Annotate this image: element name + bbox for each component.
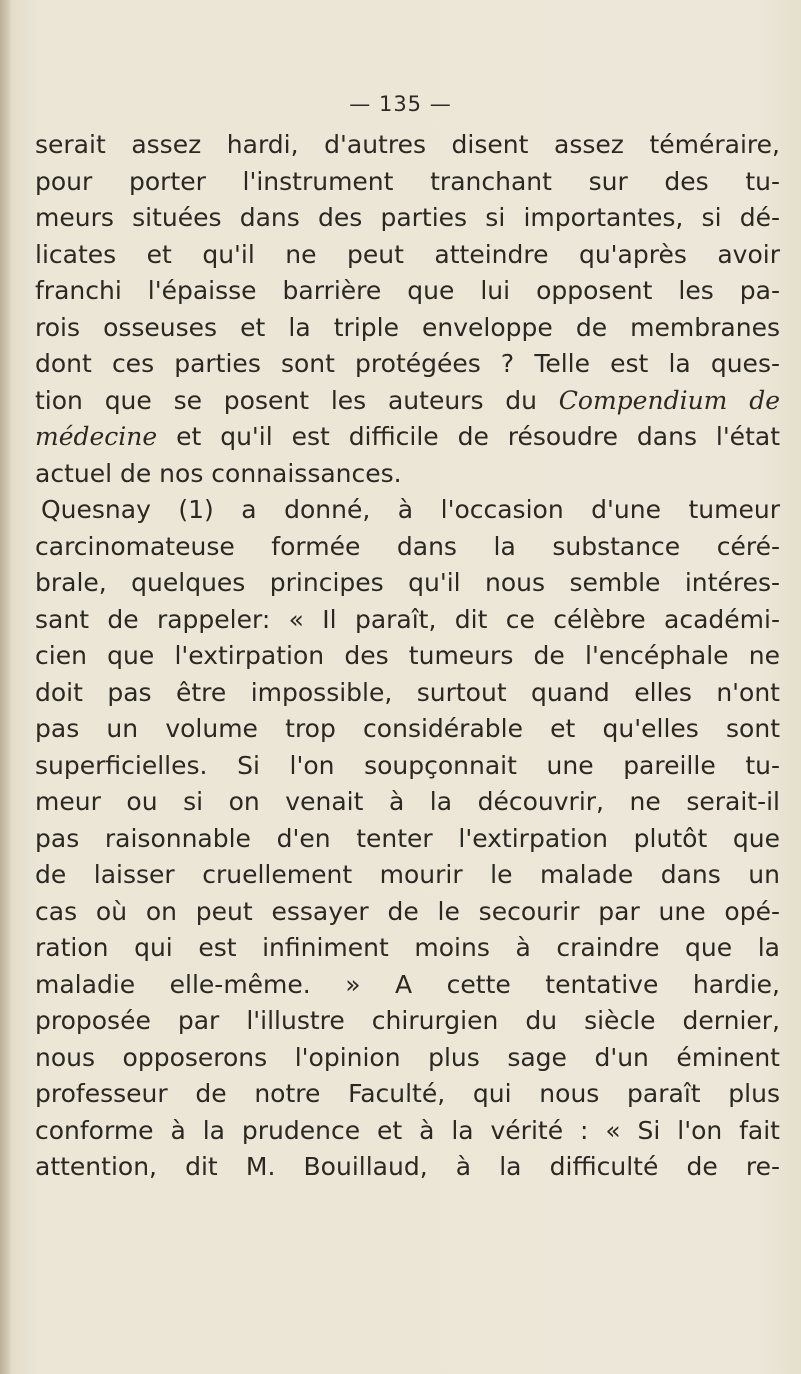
- text-line: [35, 456, 780, 493]
- text-segment: superficielles. Si l'on soupçonnait une pareille tu-: [35, 750, 780, 780]
- text-line: [35, 602, 780, 639]
- text-line: [35, 1076, 780, 1113]
- text-segment: professeur de notre Faculté, qui nous paraît plus: [35, 1079, 780, 1108]
- body-text: [35, 127, 780, 1186]
- text-segment: licates et qu'il ne peut atteindre qu'après avoir: [35, 239, 780, 269]
- text-segment: doit pas être impossible, surtout quand elles n'ont: [35, 677, 780, 707]
- text-segment: carcinomateuse formée dans la substance céré-: [35, 531, 780, 561]
- text-segment: actuel de nos connaissances.: [35, 458, 402, 488]
- text-line: [35, 1003, 780, 1040]
- text-line: [35, 967, 780, 1004]
- text-line: [35, 784, 780, 821]
- italic-title-segment: médecine: [35, 422, 158, 451]
- text-segment: conforme à la prudence et à la vérité : « Si l'on fait: [35, 1115, 780, 1145]
- text-segment: maladie elle-même. » A cette tentative hardie,: [35, 969, 780, 999]
- text-segment: rois osseuses et la triple enveloppe de membranes: [35, 312, 780, 342]
- text-line: [35, 675, 780, 712]
- text-line: [35, 565, 780, 602]
- text-line: [35, 857, 780, 894]
- text-line: [35, 711, 780, 748]
- text-line: [35, 930, 780, 967]
- text-line: [35, 1149, 780, 1186]
- text-segment: meur ou si on venait à la découvrir, ne serait-il: [35, 787, 780, 816]
- text-line: [35, 383, 780, 420]
- text-line: [35, 894, 780, 931]
- text-segment: tion que se posent les auteurs du: [35, 385, 559, 415]
- text-line: [35, 237, 780, 274]
- page-number-header: — 135 —: [349, 92, 452, 116]
- text-segment: cas où on peut essayer de le secourir par une opé-: [35, 896, 780, 926]
- text-segment: Quesnay (1) a donné, à l'occasion d'une tumeur: [41, 495, 780, 524]
- text-line: [35, 273, 780, 310]
- text-line: [35, 529, 780, 566]
- text-segment: pas raisonnable d'en tenter l'extirpation plutôt que: [35, 823, 780, 853]
- text-segment: serait assez hardi, d'autres disent assez téméraire,: [35, 130, 780, 159]
- text-line: [35, 1113, 780, 1150]
- text-line: [35, 310, 780, 347]
- text-segment: dont ces parties sont protégées ? Telle est la ques-: [35, 349, 780, 378]
- text-segment: attention, dit M. Bouillaud, à la difficulté de re-: [35, 1152, 780, 1181]
- text-segment: proposée par l'illustre chirurgien du siècle dernier,: [35, 1006, 780, 1035]
- text-line: [35, 748, 780, 785]
- text-segment: pour porter l'instrument tranchant sur des tu-: [35, 166, 780, 196]
- text-line: [35, 419, 780, 456]
- text-line: [35, 164, 780, 201]
- text-line: [35, 346, 780, 383]
- text-line: [35, 1040, 780, 1077]
- text-line: [35, 200, 780, 237]
- text-line: [35, 638, 780, 675]
- text-segment: nous opposerons l'opinion plus sage d'un éminent: [35, 1042, 780, 1072]
- text-segment: meurs situées dans des parties si importantes, si dé-: [35, 203, 780, 232]
- text-segment: franchi l'épaisse barrière que lui opposent les pa-: [35, 276, 780, 305]
- text-segment: cien que l'extirpation des tumeurs de l'encéphale ne: [35, 641, 780, 670]
- text-line: [35, 492, 780, 529]
- text-segment: brale, quelques principes qu'il nous semble intéres-: [35, 568, 780, 597]
- text-segment: de laisser cruellement mourir le malade dans un: [35, 860, 780, 889]
- text-segment: et qu'il est difficile de résoudre dans l'état: [157, 422, 780, 451]
- text-segment: sant de rappeler: « Il paraît, dit ce célèbre académi-: [35, 604, 780, 634]
- text-line: [35, 127, 780, 164]
- text-segment: pas un volume trop considérable et qu'elles sont: [35, 714, 780, 743]
- page-spine-shadow: [0, 0, 10, 1374]
- italic-title-segment: Compendium de: [558, 385, 780, 415]
- text-segment: ration qui est infiniment moins à craindre que la: [35, 933, 780, 962]
- text-line: [35, 821, 780, 858]
